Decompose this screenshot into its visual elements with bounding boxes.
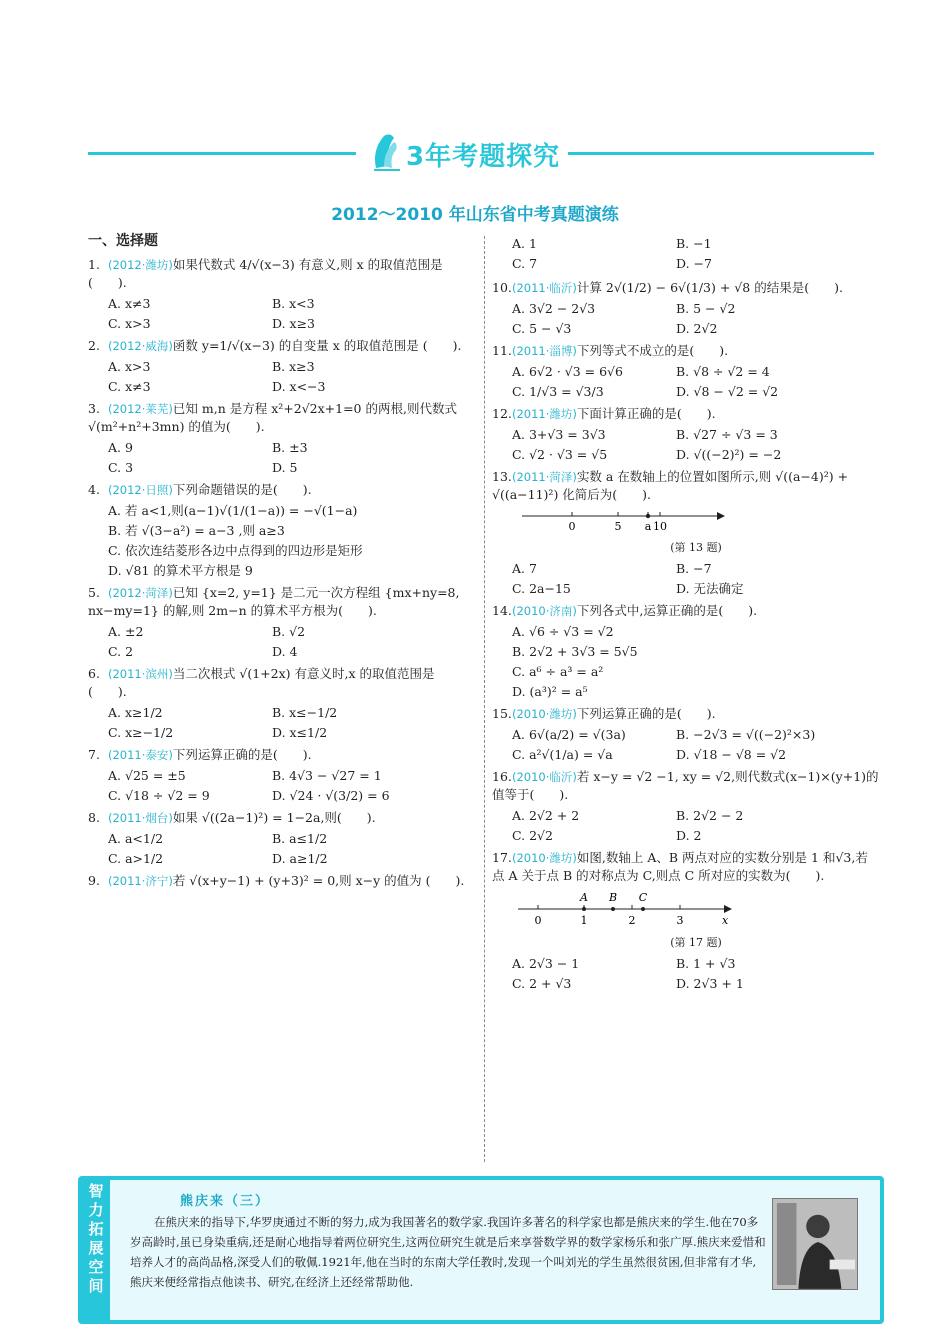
answer-option: B. x<3 [272,296,315,311]
question-text: 已知 {x=2, y=1} 是二元一次方程组 {mx+ny=8, nx−my=1} 的解,则 2m−n 的算术平方根为( ). [88,585,460,618]
question-stem [88,400,476,436]
header-rule-right [568,152,874,155]
question-text: 下列命题错误的是( ). [172,482,312,497]
question-source: (2011·菏泽) [512,470,577,484]
tick-label: 5 [614,520,622,533]
answer-option: D. 无法确定 [676,581,744,596]
question-item [492,705,880,764]
axis-arrow-icon [717,512,725,520]
question-stem [492,768,880,804]
answer-options [88,439,476,477]
answer-option: C. √18 ÷ √2 = 9 [108,788,210,803]
answer-option: A. 7 [512,561,537,576]
question-number: 3. [88,401,100,416]
question-source: (2011·淄博) [512,344,577,358]
answer-options [88,358,476,396]
point-label: A [580,891,588,904]
answer-option: C. x≥−1/2 [108,725,174,740]
answer-option: A. 9 [108,440,133,455]
answer-option: D. √81 的算术平方根是 9 [108,563,253,578]
answer-options [492,560,880,598]
answer-option: B. 4√3 − √27 = 1 [272,768,382,783]
question-item [492,279,880,338]
question-stem [88,809,476,827]
figure-caption: (第 13 题) [670,541,722,554]
question-source: (2012·威海) [108,339,173,353]
answer-option: A. 6√(a/2) = √(3a) [512,727,626,742]
question-stem [88,584,476,620]
question-figure [512,508,880,557]
question-item [88,481,476,580]
answer-options [88,502,476,580]
answer-options [492,955,880,993]
question-stem [88,337,476,355]
question-number: 17. [492,850,512,865]
answer-options [88,295,476,333]
column-divider [484,236,485,1162]
point-label: C [638,891,648,904]
question-source: (2012·莱芜) [108,402,173,416]
answer-option: B. −2√3 = √((−2)²×3) [676,727,816,742]
question-text: 下列各式中,运算正确的是( ). [576,603,758,618]
question-source: (2010·潍坊) [512,851,577,865]
answer-option: C. 7 [512,256,538,271]
question-source: (2012·日照) [108,483,173,497]
question-number: 4. [88,482,100,497]
answer-option: B. −1 [676,236,712,251]
answer-option: D. (a³)² = a⁵ [512,684,588,699]
question-stem [492,342,880,360]
axis-arrow-icon [724,905,732,913]
number-line-figure [512,889,742,929]
question-source: (2012·菏泽) [108,586,173,600]
question-item [88,746,476,805]
answer-option: B. √27 ÷ √3 = 3 [676,427,778,442]
question-text: 如果代数式 4/√(x−3) 有意义,则 x 的取值范围是 ( ). [88,257,443,290]
section-heading: 一、选择题 [88,233,158,249]
question-source: (2011·泰安) [108,748,173,762]
answer-option: B. a≤1/2 [272,831,328,846]
answer-option: A. x>3 [108,359,151,374]
tick-label: 0 [568,520,576,533]
answer-option: D. x<−3 [272,379,326,394]
question-text: 当二次根式 √(1+2x) 有意义时,x 的取值范围是 ( ). [88,666,435,699]
tick-label: 10 [653,520,667,533]
answer-option: A. 2√3 − 1 [512,956,580,971]
answer-option: C. x>3 [108,316,151,331]
answer-option: C. 2a−15 [512,581,571,596]
point-a-dot [646,514,650,518]
answer-option: A. √6 ÷ √3 = √2 [512,624,614,639]
answer-option: B. 若 √(3−a²) = a−3 ,则 a≥3 [108,523,285,538]
question-number: 7. [88,747,100,762]
question-text: 计算 2√(1/2) − 6√(1/3) + √8 的结果是( ). [576,280,843,295]
question-figure [512,889,880,952]
portrait-photo [772,1198,858,1290]
question-item [492,342,880,401]
answer-option: D. 2 [676,828,702,843]
answer-option: D. 2√3 + 1 [676,976,744,991]
answer-option: C. √2 · √3 = √5 [512,447,608,462]
question-number: 6. [88,666,100,681]
question-number: 8. [88,810,100,825]
tick-label: 0 [534,914,542,927]
axis-variable-label: x [722,914,729,927]
answer-option: A. a<1/2 [108,831,164,846]
question-text: 下列运算正确的是( ). [172,747,312,762]
question-number: 1. [88,257,100,272]
answer-option: C. a⁶ ÷ a³ = a² [512,664,604,679]
question-number: 14. [492,603,512,618]
question-source: (2011·临沂) [512,281,577,295]
figure-caption: (第 17 题) [670,936,722,949]
header-rule-left [88,152,356,155]
question-number: 2. [88,338,100,353]
answer-options [88,830,476,868]
answer-option: D. x≤1/2 [272,725,328,740]
answer-option: D. √24 · √(3/2) = 6 [272,788,390,803]
tick-label: 2 [628,914,636,927]
answer-options [492,363,880,401]
answer-option: B. √8 ÷ √2 = 4 [676,364,770,379]
answer-option: A. x≥1/2 [108,705,163,720]
page-subtitle: 2012～2010 年山东省中考真题演练 [331,205,619,225]
answer-option: C. 3 [108,460,134,475]
question-text: 若 √(x+y−1) + (y+3)² = 0,则 x−y 的值为 ( ). [172,873,465,888]
right-question-list [492,279,880,993]
question-item [88,256,476,333]
question-stem [492,602,880,620]
answer-options [492,426,880,464]
panel-ribbon-label: 智力拓展空间 [88,1182,104,1295]
question-stem [492,405,880,423]
question-number: 10. [492,280,512,295]
question-stem [492,705,880,723]
answer-options [492,300,880,338]
answer-option: D. −7 [676,256,712,271]
question-source: (2010·潍坊) [512,707,577,721]
answer-option: B. x≥3 [272,359,315,374]
question-text: 下列运算正确的是( ). [576,706,716,721]
tick-label: 1 [580,914,588,927]
question-source: (2010·济南) [512,604,577,618]
question-number: 9. [88,873,100,888]
point-label: B [608,891,618,904]
section-header [88,130,874,176]
answer-option: C. 2 [108,644,134,659]
answer-option: A. ±2 [108,624,144,639]
answer-option: A. 6√2 · √3 = 6√6 [512,364,623,379]
question-stem [88,746,476,764]
question-number: 11. [492,343,512,358]
answer-option: A. √25 = ±5 [108,768,186,783]
shell-logo-icon [370,130,404,174]
answer-option: D. a≥1/2 [272,851,328,866]
point-dot [582,907,586,911]
answer-option: B. 1 + √3 [676,956,736,971]
question-number: 16. [492,769,512,784]
answer-option: D. 2√2 [676,321,718,336]
question-item [88,872,476,890]
question-item [88,665,476,742]
question-source: (2011·潍坊) [512,407,577,421]
answer-option: B. x≤−1/2 [272,705,338,720]
answer-option: D. √8 − √2 = √2 [676,384,779,399]
answer-options [492,623,880,701]
answer-option: A. 3+√3 = 3√3 [512,427,606,442]
question-stem [88,665,476,701]
question-item [88,400,476,477]
answer-option: C. x≠3 [108,379,151,394]
answer-option: C. 依次连结菱形各边中点得到的四边形是矩形 [108,543,363,558]
left-column [88,232,476,894]
question-text: 若 x−y = √2 −1, xy = √2,则代数式(x−1)×(y+1)的值等于( ). [492,769,879,802]
question-text: 已知 m,n 是方程 x²+2√2x+1=0 的两根,则代数式 √(m²+n²+3mn) 的值为( ). [88,401,457,434]
answer-options [492,807,880,845]
question-stem [88,256,476,292]
number-line-figure [512,508,732,534]
tick-label: 3 [676,914,684,927]
question-number: 15. [492,706,512,721]
question-number: 12. [492,406,512,421]
q9-options [492,235,880,273]
question-item [492,768,880,845]
answer-option: D. 4 [272,644,298,659]
header-title: 3年考题探究 [406,142,561,172]
answer-option: B. 2√2 − 2 [676,808,744,823]
question-stem [88,481,476,499]
question-item [88,809,476,868]
answer-option: A. 3√2 − 2√3 [512,301,596,316]
answer-option: B. ±3 [272,440,308,455]
question-item [88,584,476,661]
question-item [492,849,880,993]
answer-option: C. 2√2 [512,828,553,843]
panel-title: 熊庆来（三） [180,1194,271,1209]
question-item [492,468,880,598]
question-text: 如果 √((2a−1)²) = 1−2a,则( ). [172,810,376,825]
question-stem [492,468,880,504]
question-text: 下面计算正确的是( ). [576,406,716,421]
answer-option: A. 若 a<1,则(a−1)√(1/(1−a)) = −√(1−a) [108,503,358,518]
left-question-list [88,256,476,890]
question-stem [88,872,476,890]
answer-option: D. √18 − √8 = √2 [676,747,787,762]
answer-option: D. x≥3 [272,316,315,331]
question-stem [492,279,880,297]
answer-option: D. 5 [272,460,298,475]
right-column [492,232,880,997]
point-dot [641,907,645,911]
answer-option: B. √2 [272,624,306,639]
answer-option: A. 2√2 + 2 [512,808,580,823]
answer-option: C. 5 − √3 [512,321,572,336]
answer-option: A. 1 [512,236,537,251]
answer-option: B. −7 [676,561,712,576]
answer-option: C. a>1/2 [108,851,164,866]
question-item [492,602,880,701]
question-text: 函数 y=1/√(x−3) 的自变量 x 的取值范围是 ( ). [172,338,462,353]
answer-option: D. √((−2)²) = −2 [676,447,782,462]
question-source: (2010·临沂) [512,770,577,784]
question-number: 13. [492,469,512,484]
question-source: (2011·济宁) [108,874,173,888]
answer-option: B. 2√2 + 3√3 = 5√5 [512,644,638,659]
tick-label: a [644,520,652,533]
question-stem [492,849,880,885]
answer-option: B. 5 − √2 [676,301,736,316]
answer-options [88,767,476,805]
question-number: 5. [88,585,100,600]
answer-options [492,726,880,764]
panel-body: 在熊庆来的指导下,华罗庚通过不断的努力,成为我国著名的数学家.我国许多著名的科学家也都是熊庆来的学生.他在70多岁高龄时,虽已身染重病,还是耐心地指导着两位研究生,这两位研究生就是后来享誉数学界的数学家杨乐和张广厚.熊庆来爱惜和培养人才的高尚品格,深受人们的敬佩.1921年,他在当时的东南大学任教时,发现一个叫刘光的学生虽然很贫困,但非常有才华,熊庆来便经常指点他读书、研究,在经济上还经常帮助他. [130,1215,766,1289]
answer-option: A. x≠3 [108,296,151,311]
question-source: (2011·烟台) [108,811,173,825]
question-source: (2012·潍坊) [108,258,173,272]
answer-option: C. 2 + √3 [512,976,572,991]
question-text: 下列等式不成立的是( ). [576,343,729,358]
answer-option: C. 1/√3 = √3/3 [512,384,604,399]
question-text: 实数 a 在数轴上的位置如图所示,则 √((a−4)²) + √((a−11)²) 化简后为( ). [492,469,849,502]
question-source: (2011·滨州) [108,667,173,681]
answer-options [88,623,476,661]
point-dot [611,907,615,911]
question-item [492,405,880,464]
answer-option: C. a²√(1/a) = √a [512,747,613,762]
answer-options [88,704,476,742]
question-text: 如图,数轴上 A、B 两点对应的实数分别是 1 和√3,若点 A 关于点 B 的对称点为 C,则点 C 所对应的实数为( ). [492,850,868,883]
question-item [88,337,476,396]
